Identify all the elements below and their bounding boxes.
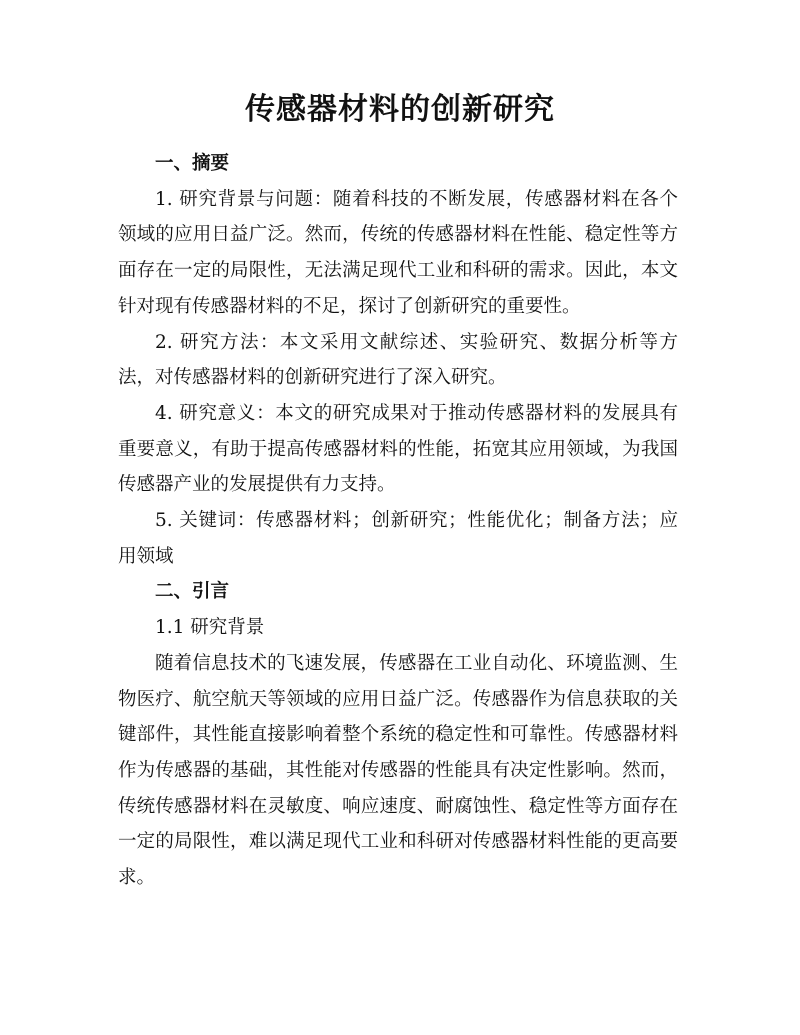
document-title: 传感器材料的创新研究 — [245, 92, 555, 127]
paragraph-keywords: 5. 关键词：传感器材料；创新研究；性能优化；制备方法；应用领域 — [118, 510, 678, 567]
paragraph-research-background: 1. 研究背景与问题：随着科技的不断发展，传感器材料在各个领域的应用日益广泛。然而，传统的传感器材料在性能、稳定性等方面存在一定的局限性，无法满足现代工业和科研的需求。因此，本文针对现有传感器材料的不足，探讨了创新研究的重要性。 — [118, 188, 678, 317]
paragraph-introduction-background: 随着信息技术的飞速发展，传感器在工业自动化、环境监测、生物医疗、航空航天等领域的应用日益广泛。传感器作为信息获取的关键部件，其性能直接影响着整个系统的稳定性和可靠性。传感器材料作为传感器的基础，其性能对传感器的性能具有决定性影响。然而，传统传感器材料在灵敏度、响应速度、耐腐蚀性、稳定性等方面存在一定的局限性，难以满足现代工业和科研对传感器材料性能的更高要求。 — [118, 652, 678, 889]
subsection-heading-background: 1.1 研究背景 — [155, 617, 265, 639]
section-heading-abstract: 一、摘要 — [155, 153, 230, 174]
paragraph-research-significance: 4. 研究意义：本文的研究成果对于推动传感器材料的发展具有重要意义，有助于提高传感器材料的性能，拓宽其应用领域，为我国传感器产业的发展提供有力支持。 — [118, 402, 678, 496]
document-body — [118, 146, 678, 896]
section-heading-introduction: 二、引言 — [155, 581, 230, 603]
paragraph-research-method: 2. 研究方法：本文采用文献综述、实验研究、数据分析等方法，对传感器材料的创新研究进行了深入研究。 — [118, 331, 678, 389]
